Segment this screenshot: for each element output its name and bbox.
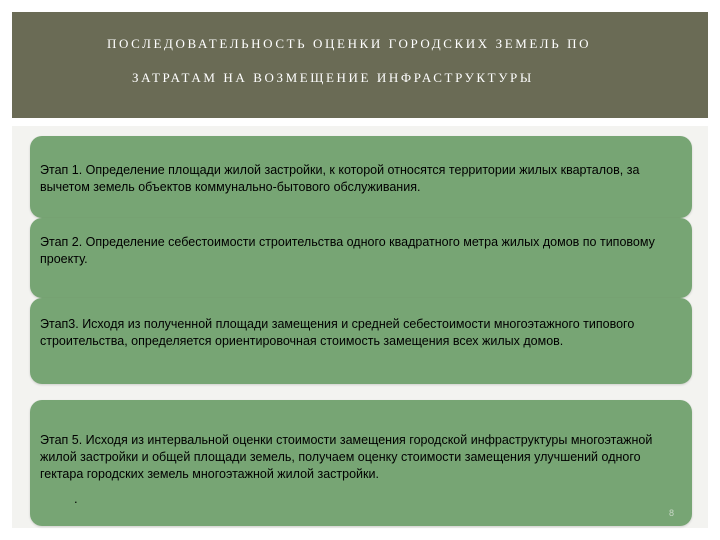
bullet-dot: . [74,491,78,506]
step-card-2 [30,218,692,298]
step-card-1 [30,136,692,218]
step-text-4: Этап 5. Исходя из интервальной оценки стоимости замещения городской инфраструктуры многоэтажной жилой застройки и общей площади земель, получаем оценку стоимости замещения улучшений одного гектара городских земель многоэтажной жилой застройки. [40,433,653,481]
step-text-2: Этап 2. Определение себестоимости строительства одного квадратного метра жилых домов по типовому проекту. [40,235,655,266]
step-card-4 [30,400,692,526]
step-text-1: Этап 1. Определение площади жилой застройки, к которой относятся территории жилых кварталов, за вычетом земель объектов коммунально-бытового обслуживания. [40,163,640,194]
step-text-3: Этап3. Исходя из полученной площади замещения и средней себестоимости многоэтажного типового строительства, определяется ориентировочная стоимость замещения всех жилых домов. [40,317,635,348]
slide-title [12,12,708,118]
step-card-3 [30,298,692,384]
slide-title-line-2: ЗАТРАТАМ НА ВОЗМЕЩЕНИЕ ИНФРАСТРУКТУРЫ [132,70,534,85]
slide-title-line-1: ПОСЛЕДОВАТЕЛЬНОСТЬ ОЦЕНКИ ГОРОДСКИХ ЗЕМЕЛЬ ПО [107,36,592,51]
header-bar [12,12,708,118]
page-number: 8 [668,508,674,518]
